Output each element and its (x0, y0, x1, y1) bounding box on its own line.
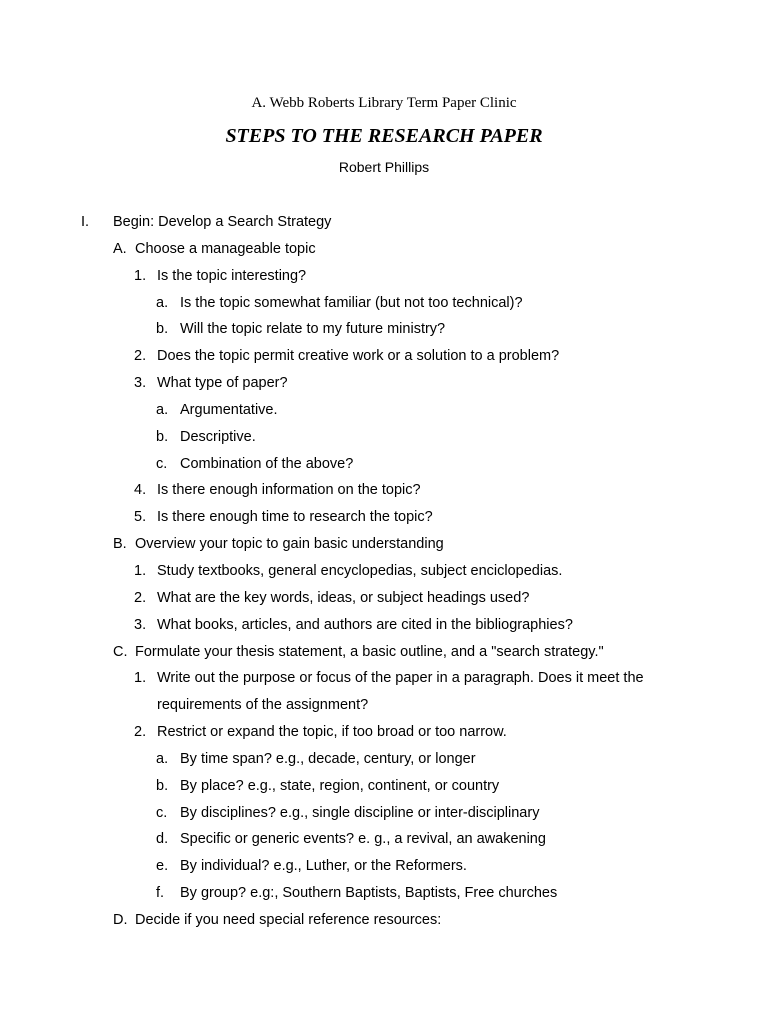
outline-marker: a. (156, 401, 169, 418)
outline-item (0, 615, 768, 642)
outline-text: What type of paper? (157, 375, 288, 392)
outline-text: Is the topic interesting? (157, 267, 307, 284)
outline-marker: C. (113, 643, 128, 660)
outline-item (0, 427, 768, 454)
outline-marker: a. (156, 294, 169, 311)
outline-marker: 3. (134, 616, 147, 633)
outline-text: Choose a manageable topic (135, 240, 316, 257)
outline-item (0, 776, 768, 803)
outline-marker: a. (156, 750, 169, 767)
outline-item (0, 212, 768, 239)
outline-marker: 2. (134, 724, 147, 741)
outline-marker: b. (156, 777, 169, 794)
outline-text: Will the topic relate to my future ministry? (180, 321, 446, 338)
outline-marker: d. (156, 831, 169, 848)
outline-text: Argumentative. (180, 401, 278, 418)
outline-item (0, 803, 768, 830)
outline-text: Study textbooks, general encyclopedias, subject enciclopedias. (157, 562, 563, 579)
outline-text: What books, articles, and authors are cited in the bibliographies? (157, 616, 573, 633)
outline-marker: b. (156, 428, 169, 445)
outline-text: What are the key words, ideas, or subject headings used? (157, 589, 530, 606)
outline-item (0, 346, 768, 373)
outline-item (0, 400, 768, 427)
outline-text: Descriptive. (180, 428, 256, 445)
outline-item-continuation (0, 695, 768, 722)
outline-item (0, 668, 768, 695)
outline-text: Is there enough information on the topic? (157, 482, 421, 499)
outline-item (0, 749, 768, 776)
outline-marker: 1. (134, 670, 147, 687)
library-clinic-heading: A. Webb Roberts Library Term Paper Clinic (251, 95, 517, 111)
outline-marker: 2. (134, 589, 147, 606)
outline-marker: D. (113, 911, 128, 928)
outline-item (0, 829, 768, 856)
outline-marker: I. (81, 214, 90, 230)
outline-marker: c. (156, 455, 168, 472)
outline-marker: 4. (134, 482, 147, 499)
outline-marker: e. (156, 858, 169, 875)
outline-item (0, 507, 768, 534)
author-name: Robert Phillips (338, 159, 430, 175)
outline-text: By disciplines? e.g., single discipline or inter-disciplinary (180, 804, 540, 821)
outline-text: Decide if you need special reference resources: (135, 911, 442, 928)
outline-text: Combination of the above? (180, 455, 354, 472)
outline-text: By place? e.g., state, region, continent, or country (180, 777, 500, 794)
outline-marker: A. (113, 240, 127, 257)
outline-text: Begin: Develop a Search Strategy (113, 214, 332, 230)
outline-item (0, 588, 768, 615)
outline-item (0, 480, 768, 507)
outline-marker: 5. (134, 509, 147, 526)
outline-text: Is there enough time to research the topic? (157, 509, 433, 526)
outline-item (0, 642, 768, 669)
outline-item (0, 856, 768, 883)
outline-item (0, 239, 768, 266)
outline-marker: c. (156, 804, 168, 821)
outline-text: Does the topic permit creative work or a solution to a problem? (157, 348, 560, 365)
outline-marker: 3. (134, 375, 147, 392)
outline-marker: b. (156, 321, 169, 338)
outline-item (0, 722, 768, 749)
outline-text: Specific or generic events? e. g., a revival, an awakening (180, 831, 546, 848)
outline-text: Is the topic somewhat familiar (but not too technical)? (180, 294, 523, 311)
outline-item (0, 910, 768, 937)
outline-text: By individual? e.g., Luther, or the Reformers. (180, 858, 467, 875)
document-title: STEPS TO THE RESEARCH PAPER (225, 125, 543, 147)
outline-text: Formulate your thesis statement, a basic outline, and a "search strategy." (135, 643, 604, 660)
outline-text: Write out the purpose or focus of the paper in a paragraph. Does it meet the (157, 670, 644, 687)
outline-marker: f. (156, 885, 165, 902)
outline-text: Restrict or expand the topic, if too broad or too narrow. (157, 724, 507, 741)
outline-text: requirements of the assignment? (157, 697, 369, 714)
outline-marker: 1. (134, 562, 147, 579)
outline-item (0, 454, 768, 481)
outline-marker: 1. (134, 267, 147, 284)
outline-item (0, 373, 768, 400)
outline-item (0, 883, 768, 910)
outline-marker: B. (113, 536, 127, 553)
outline-item (0, 293, 768, 320)
outline-text: Overview your topic to gain basic understanding (135, 536, 444, 553)
research-outline (0, 212, 768, 937)
outline-item (0, 534, 768, 561)
outline-text: By group? e.g:, Southern Baptists, Baptists, Free churches (180, 885, 558, 902)
outline-item (0, 561, 768, 588)
outline-marker: 2. (134, 348, 147, 365)
outline-text: By time span? e.g., decade, century, or longer (180, 750, 476, 767)
outline-item (0, 266, 768, 293)
outline-item (0, 319, 768, 346)
